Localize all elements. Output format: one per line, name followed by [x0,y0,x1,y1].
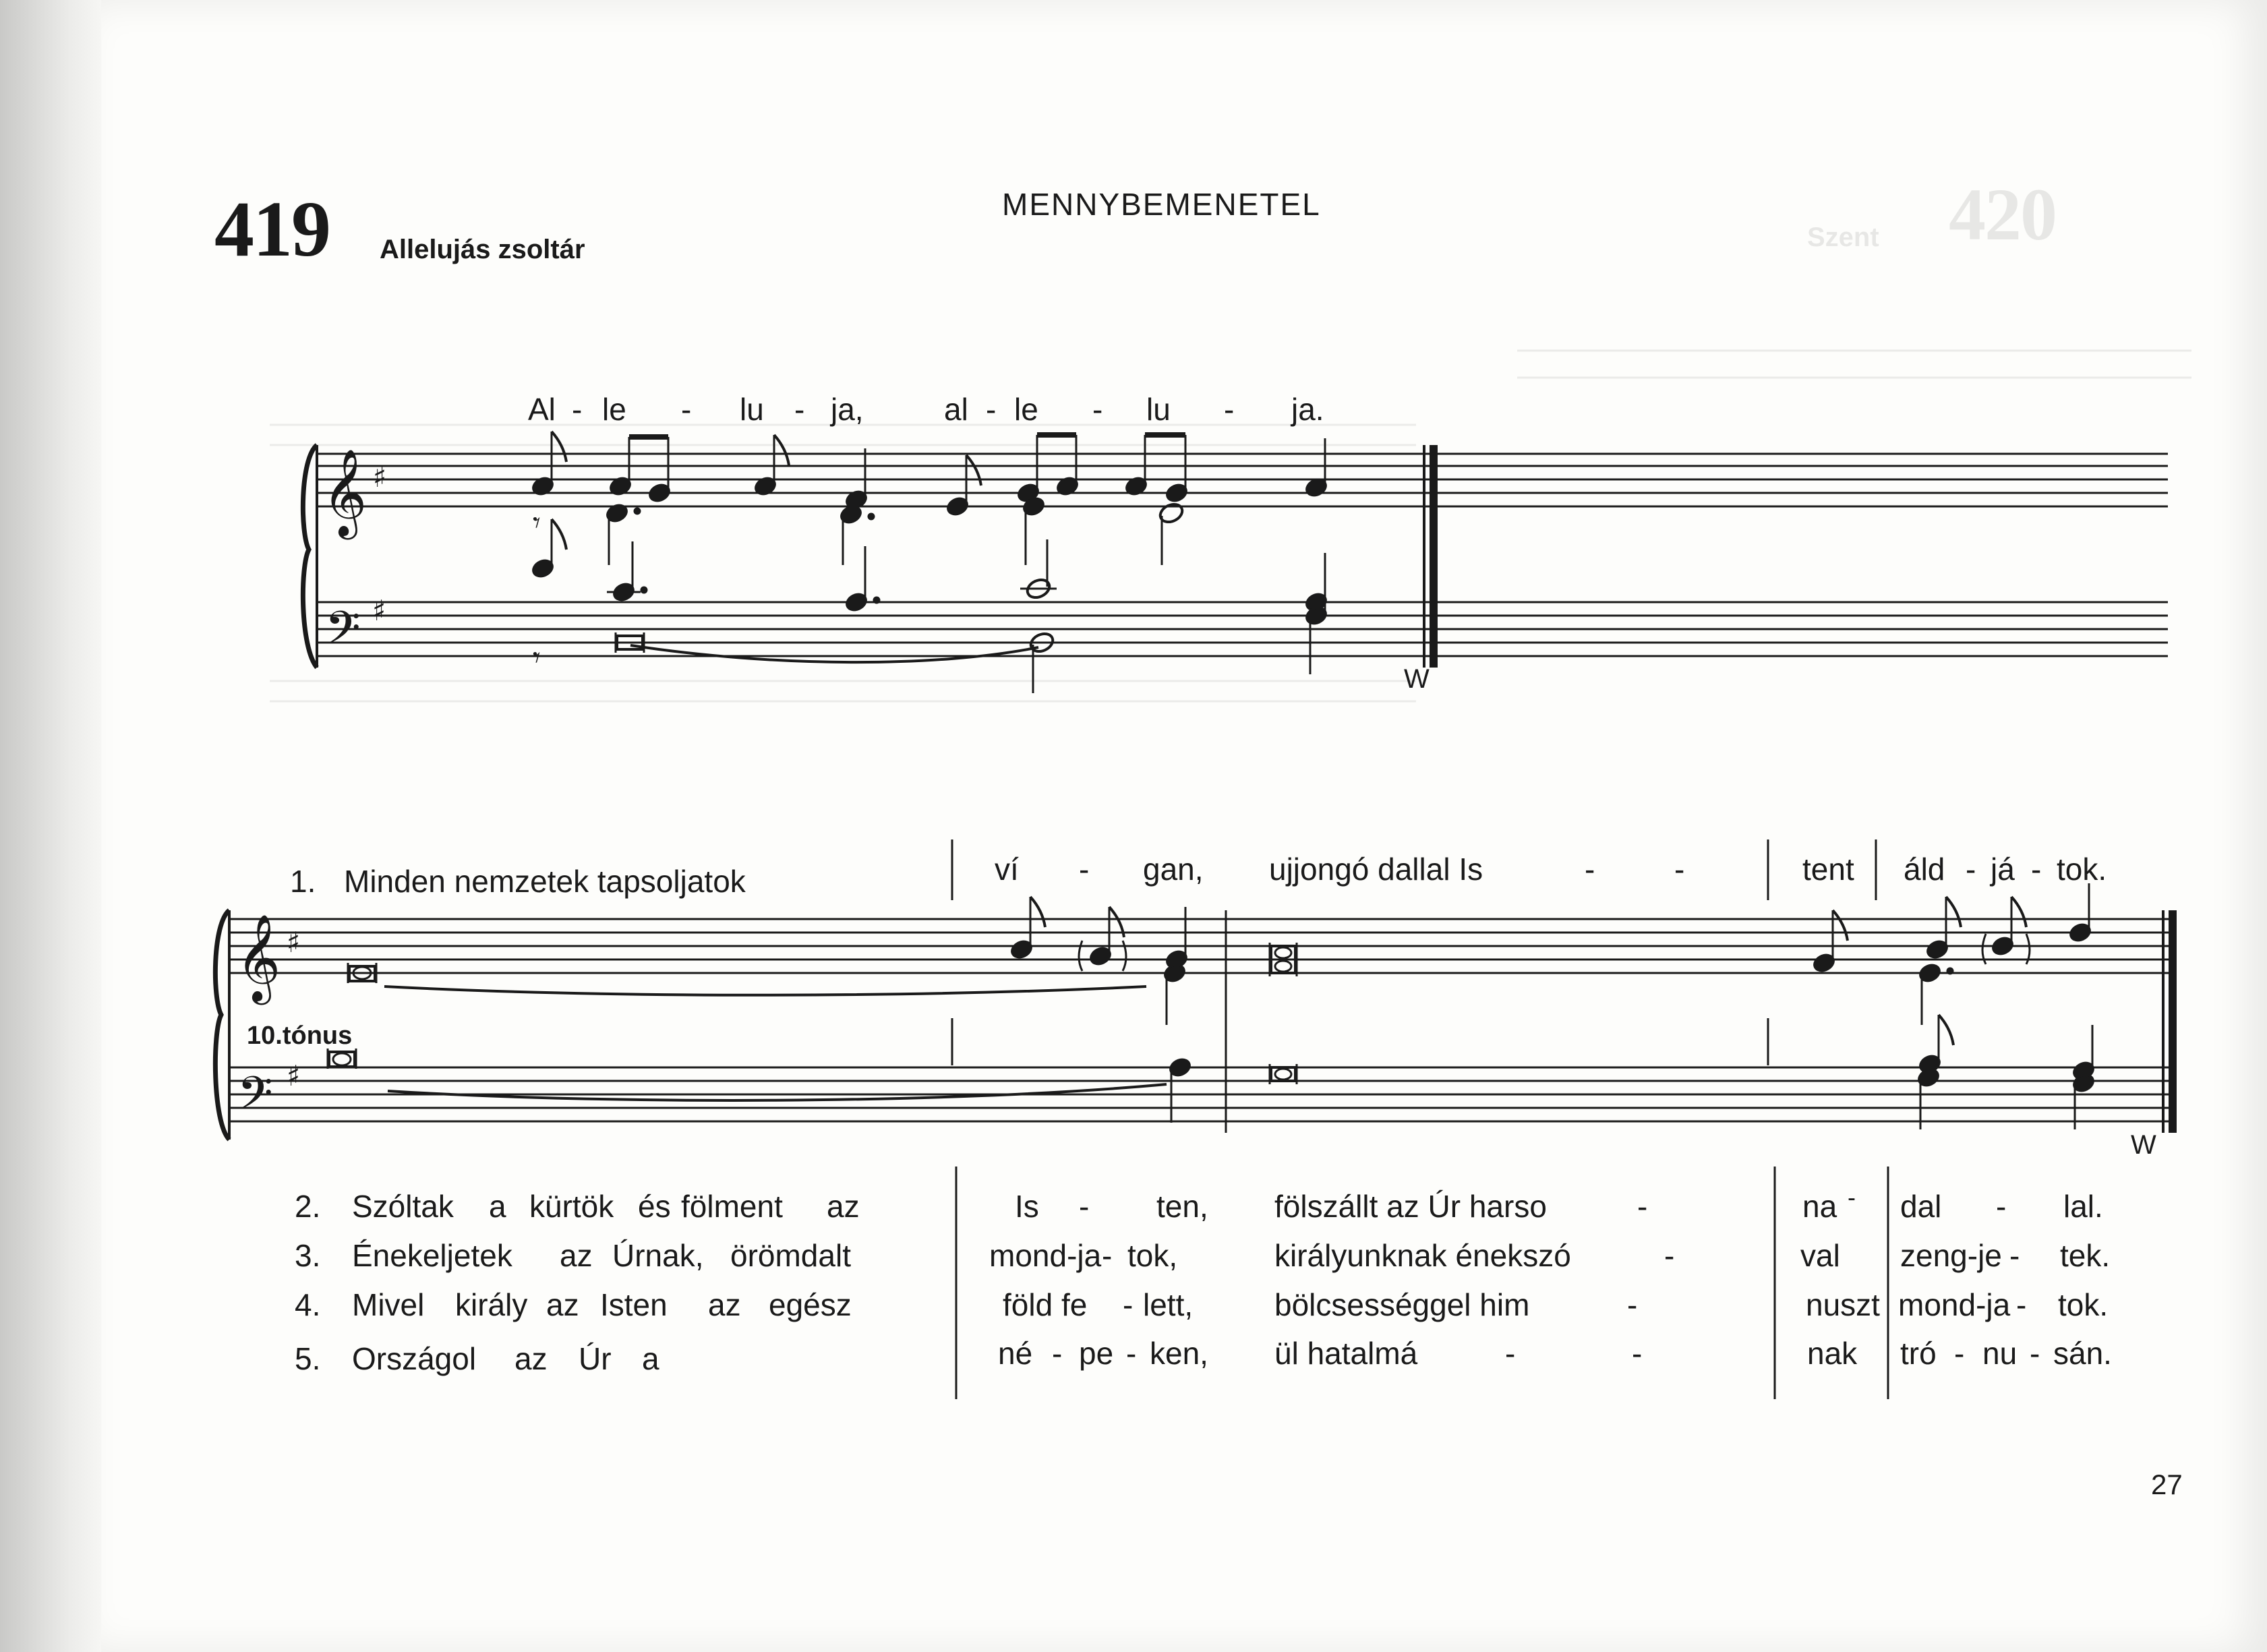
verse-text: királyunknak énekszó [1274,1238,1571,1273]
lyric-hyphen: - [1585,852,1595,887]
lyric-syllable: ja, [831,392,864,427]
verse-syllable: na [1802,1189,1837,1224]
verse-syllable: tok, [1127,1238,1178,1273]
lyric-syllable: ja. [1291,392,1324,427]
verse-syllable: ken, [1150,1336,1208,1371]
lyric-hyphen: - [1848,1183,1856,1211]
system-2-brace [215,910,229,1140]
lyric-hyphen: - [1123,1287,1134,1322]
lyric-hyphen: - [986,392,997,427]
lyric-hyphen: - [1627,1287,1638,1322]
psalm-end-mark: W [2131,1130,2156,1160]
sharp-icon: ♯ [287,1059,301,1092]
system-1-brace [303,445,317,668]
lyric-hyphen: - [1052,1336,1063,1371]
verse-syllable: lal. [2063,1189,2103,1224]
verse-syllable: mond-ja [1898,1287,2011,1322]
lyric-hyphen: - [2031,852,2042,887]
verse-word: Országol [352,1341,477,1376]
verse-syllable: Is [1015,1189,1039,1224]
verse-word: kürtök [529,1189,614,1224]
system-1-notes [531,432,1328,693]
verse-number: 2. [295,1189,321,1224]
verse-word: király [455,1287,528,1322]
verse-word: örömdalt [730,1238,851,1273]
verse-word: Szóltak [352,1189,454,1224]
verse-syllable: né [998,1336,1033,1371]
verse-syllable: ví [995,852,1019,887]
verse-syllable: pe [1079,1336,1114,1371]
bass-clef-icon: 𝄢 [325,602,361,666]
verse-syllable: föld fe [1003,1287,1088,1322]
hymn-subtitle: Allelujás zsoltár [380,235,585,264]
verse-syllable: áld [1904,852,1945,887]
lyric-hyphen: - [2016,1287,2027,1322]
lyric-hyphen: - [1505,1336,1516,1371]
lyric-hyphen: - [1102,1238,1113,1273]
verse-syllable: já [1991,852,2015,887]
tie [388,1084,1167,1100]
page-number: 27 [2151,1469,2183,1500]
verse-number: 1. [290,864,316,899]
verse-syllable: nu [1982,1336,2018,1371]
bass-clef-icon: 𝄢 [237,1067,273,1131]
verse-syllable: tró [1900,1336,1937,1371]
verse-syllable: nak [1807,1336,1858,1371]
sharp-icon: ♯ [373,461,387,494]
lyric-hyphen: - [681,392,692,427]
lyric-syllable: lu [1146,392,1171,427]
ghost-hymn-label: Szent [1807,223,1879,252]
verse-word: az [708,1287,741,1322]
verse-syllable: gan, [1143,852,1204,887]
lyric-hyphen: - [1079,1189,1090,1224]
tie [630,645,1038,662]
verse-word: Úr [579,1341,612,1376]
verse-text: fölszállt az Úr harso [1274,1189,1547,1224]
verse-word: az [827,1189,860,1224]
lyric-hyphen: - [1954,1336,1965,1371]
verse-syllable: tok. [2057,852,2107,887]
verse-number: 3. [295,1238,321,1273]
verse-text: ül hatalmá [1274,1336,1418,1371]
alleluia-end-mark: W [1404,664,1430,694]
lyric-syllable: lu [740,392,764,427]
treble-clef-icon: 𝄞 [322,448,367,536]
lyric-syllable: le [1014,392,1038,427]
verse-text: bölcsességgel him [1274,1287,1530,1322]
verse-syllable: tok. [2058,1287,2109,1322]
verse-text: ujjongó dallal Is [1269,852,1483,887]
sharp-icon: ♯ [287,926,301,959]
eighth-rest-icon: 𝄾 [533,641,541,675]
system-2-staff-lines [229,919,2175,1121]
verse-number: 5. [295,1341,321,1376]
sharp-icon: ♯ [372,594,386,627]
lyric-hyphen: - [1637,1189,1648,1224]
lyric-hyphen: - [572,392,583,427]
ghost-hymn-number: 420 [1949,173,2056,256]
section-title: MENNYBEMENETEL [1002,187,1321,222]
verse-syllable: zeng-je [1900,1238,2002,1273]
verse-syllable: lett, [1143,1287,1194,1322]
verse-word: az [514,1341,548,1376]
lyric-hyphen: - [794,392,805,427]
verse-word: az [546,1287,579,1322]
lyric-hyphen: - [1664,1238,1675,1273]
verse-syllable: tek. [2060,1238,2111,1273]
verse-number: 4. [295,1287,321,1322]
lyric-hyphen: - [1126,1336,1137,1371]
lyric-hyphen: - [2009,1238,2020,1273]
lyric-syllable: Al [528,392,556,427]
verse-syllable: dal [1900,1189,1942,1224]
lyric-hyphen: - [1224,392,1235,427]
note-flag [552,432,566,462]
verse-syllable: val [1800,1238,1840,1273]
treble-clef-icon: 𝄞 [236,914,281,1001]
verse-word: és [638,1189,671,1224]
verse-word: az [560,1238,593,1273]
system-2-notes [328,883,2096,1129]
eighth-rest-icon: 𝄾 [533,506,541,540]
verse-text: Minden nemzetek tapsoljatok [344,864,746,899]
lyric-syllable: le [602,392,626,427]
verse-word: Isten [600,1287,668,1322]
hymn-number: 419 [214,185,330,273]
verse-syllable: nuszt [1806,1287,1880,1322]
tone-label: 10.tónus [247,1022,353,1050]
verse-word: Énekeljetek [352,1238,512,1273]
lyric-hyphen: - [1092,392,1103,427]
lyric-hyphen: - [2030,1336,2040,1371]
lyric-hyphen: - [1632,1336,1643,1371]
verse-word: a [489,1189,506,1224]
lyric-syllable: al [944,392,968,427]
verse-word: fölment [681,1189,783,1224]
verse-syllable: ten, [1156,1189,1208,1224]
lyric-hyphen: - [1996,1189,2007,1224]
tie [384,986,1146,995]
lyric-hyphen: - [1966,852,1976,887]
verse-word: Úrnak, [612,1238,704,1273]
lyric-hyphen: - [1674,852,1685,887]
system-1-staff-lines [317,454,2168,656]
verse-word: a [642,1341,659,1376]
lyric-hyphen: - [1079,852,1090,887]
verse-syllable: mond-ja [989,1238,1102,1273]
verse-syllable: sán. [2053,1336,2112,1371]
verse-word: egész [769,1287,852,1322]
verse-syllable: tent [1802,852,1854,887]
verse-word: Mivel [352,1287,425,1322]
recitation-dividers [952,839,1888,1399]
